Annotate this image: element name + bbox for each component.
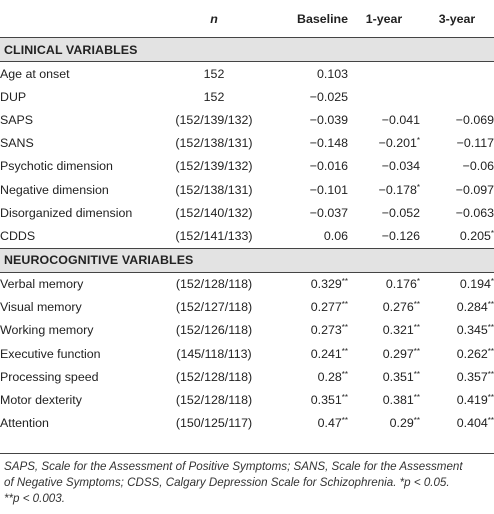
row-baseline: 0.241** — [310, 346, 348, 361]
row-1-year: 0.276** — [382, 300, 420, 315]
row-label: Working memory — [0, 323, 94, 338]
table-row — [0, 319, 494, 342]
significance-marker: ** — [413, 416, 420, 426]
significance-marker: ** — [341, 369, 348, 379]
row-n: (152/127/118) — [175, 300, 253, 315]
significance-marker: ** — [487, 393, 494, 403]
row-n: (152/128/118) — [175, 277, 253, 292]
row-3-year — [420, 62, 494, 86]
significance-marker: ** — [341, 346, 348, 356]
table-row — [0, 412, 494, 435]
table-row — [0, 178, 494, 201]
row-label: DUP — [0, 89, 27, 104]
row-n: (145/118/113) — [176, 346, 252, 361]
row-baseline: 0.28** — [317, 369, 348, 384]
section-neurocognitive — [0, 248, 494, 272]
significance-marker: ** — [413, 323, 420, 333]
row-1-year: 0.351** — [382, 369, 420, 384]
row-baseline: −0.016 — [309, 159, 348, 174]
table-row — [0, 272, 494, 296]
row-1-year: 0.29** — [389, 416, 420, 431]
row-n: (152/138/131) — [175, 136, 253, 151]
row-baseline: 0.277** — [310, 300, 348, 315]
row-baseline: 0.273** — [310, 323, 348, 338]
table-row — [0, 108, 494, 131]
footnote-line-2: of Negative Symptoms; CDSS, Calgary Depression Scale for Schizophrenia. *p < 0.05. — [4, 476, 450, 489]
row-3-year: 0.404** — [456, 416, 494, 431]
row-1-year — [348, 62, 420, 86]
row-n: 152 — [203, 66, 225, 81]
significance-marker: ** — [487, 300, 494, 310]
row-label: Verbal memory — [0, 277, 84, 292]
significance-marker: ** — [413, 393, 420, 403]
row-n: (152/128/118) — [175, 393, 253, 408]
row-3-year: 0.205* — [459, 228, 494, 243]
row-1-year: −0.041 — [381, 112, 420, 127]
header-1-year: 1-year — [365, 11, 403, 26]
row-1-year: −0.034 — [381, 159, 420, 174]
row-baseline: −0.101 — [309, 182, 348, 197]
row-3-year: −0.097 — [455, 182, 494, 197]
row-baseline: −0.148 — [309, 136, 348, 151]
significance-marker: * — [416, 182, 420, 192]
significance-marker: ** — [413, 346, 420, 356]
row-1-year — [348, 85, 420, 108]
significance-marker: * — [416, 136, 420, 146]
row-1-year: −0.126 — [381, 228, 420, 243]
row-3-year: −0.069 — [455, 112, 494, 127]
footnote-line-3: **p < 0.003. — [4, 492, 65, 505]
row-label: Processing speed — [0, 369, 99, 384]
row-1-year: 0.321** — [382, 323, 420, 338]
section-clinical-label: CLINICAL VARIABLES — [0, 38, 494, 62]
table-row — [0, 132, 494, 155]
table-row — [0, 296, 494, 319]
row-label: SAPS — [0, 112, 34, 127]
row-baseline: 0.06 — [323, 228, 348, 243]
significance-marker: * — [416, 277, 420, 287]
significance-marker: ** — [341, 300, 348, 310]
row-baseline: −0.039 — [309, 112, 348, 127]
row-n: (152/140/132) — [175, 205, 253, 220]
row-baseline: 0.351** — [310, 393, 348, 408]
row-n: (150/125/117) — [175, 416, 253, 431]
row-3-year: 0.419** — [456, 393, 494, 408]
significance-marker: ** — [413, 300, 420, 310]
row-1-year: −0.052 — [381, 205, 420, 220]
table-row — [0, 342, 494, 365]
header-3-year: 3-year — [438, 11, 476, 26]
row-n: (152/128/118) — [175, 369, 253, 384]
row-1-year: 0.381** — [382, 393, 420, 408]
row-label: Negative dimension — [0, 182, 109, 197]
significance-marker: ** — [413, 369, 420, 379]
row-n: (152/139/132) — [175, 159, 253, 174]
table-row — [0, 85, 494, 108]
header-baseline: Baseline — [297, 11, 348, 26]
significance-marker: ** — [487, 323, 494, 333]
row-label: Visual memory — [0, 300, 82, 315]
row-n: (152/126/118) — [175, 323, 253, 338]
row-3-year: −0.063 — [455, 205, 494, 220]
row-n: 152 — [203, 89, 225, 104]
row-n: (152/138/131) — [175, 182, 253, 197]
significance-marker: ** — [487, 346, 494, 356]
table-footnote — [4, 459, 490, 507]
header-n: n — [210, 11, 218, 26]
row-3-year — [420, 85, 494, 108]
row-baseline: −0.037 — [309, 205, 348, 220]
row-n: (152/141/133) — [175, 228, 253, 243]
row-label: Motor dexterity — [0, 393, 82, 408]
table-row — [0, 155, 494, 178]
row-label: Attention — [0, 416, 49, 431]
row-baseline: 0.329** — [310, 277, 348, 292]
row-1-year: −0.201* — [378, 136, 420, 151]
row-label: Age at onset — [0, 66, 70, 81]
row-3-year: 0.194* — [459, 277, 494, 292]
table-row — [0, 62, 494, 86]
table-row — [0, 201, 494, 224]
row-baseline: 0.47** — [317, 416, 348, 431]
row-1-year: 0.297** — [382, 346, 420, 361]
row-n: (152/139/132) — [175, 112, 253, 127]
row-label: CDDS — [0, 228, 36, 243]
row-1-year: 0.176* — [385, 277, 420, 292]
significance-marker: ** — [341, 393, 348, 403]
header-row — [0, 0, 494, 38]
header-variable — [0, 0, 172, 38]
significance-marker: ** — [341, 323, 348, 333]
significance-marker: ** — [341, 416, 348, 426]
row-label: Psychotic dimension — [0, 159, 113, 174]
row-3-year: 0.284** — [456, 300, 494, 315]
row-3-year: 0.357** — [456, 369, 494, 384]
row-label: SANS — [0, 136, 34, 151]
row-baseline: 0.103 — [316, 66, 348, 81]
row-1-year: −0.178* — [378, 182, 420, 197]
row-label: Disorganized dimension — [0, 205, 133, 220]
section-neurocognitive-label: NEUROCOGNITIVE VARIABLES — [0, 248, 494, 272]
row-3-year: −0.117 — [456, 136, 494, 151]
row-3-year: 0.345** — [456, 323, 494, 338]
table-row — [0, 365, 494, 388]
row-3-year: 0.262** — [456, 346, 494, 361]
row-baseline: −0.025 — [309, 89, 348, 104]
table-bottom-rule — [0, 453, 494, 454]
row-3-year: −0.06 — [462, 159, 494, 174]
section-clinical — [0, 38, 494, 62]
table-row — [0, 224, 494, 248]
footnote-line-1: SAPS, Scale for the Assessment of Positive Symptoms; SANS, Scale for the Assessment — [4, 460, 463, 473]
significance-marker: ** — [487, 369, 494, 379]
table-row — [0, 388, 494, 411]
significance-marker: * — [490, 277, 494, 287]
significance-marker: ** — [487, 416, 494, 426]
significance-marker: ** — [341, 277, 348, 287]
significance-marker: * — [490, 228, 494, 238]
row-label: Executive function — [0, 346, 101, 361]
